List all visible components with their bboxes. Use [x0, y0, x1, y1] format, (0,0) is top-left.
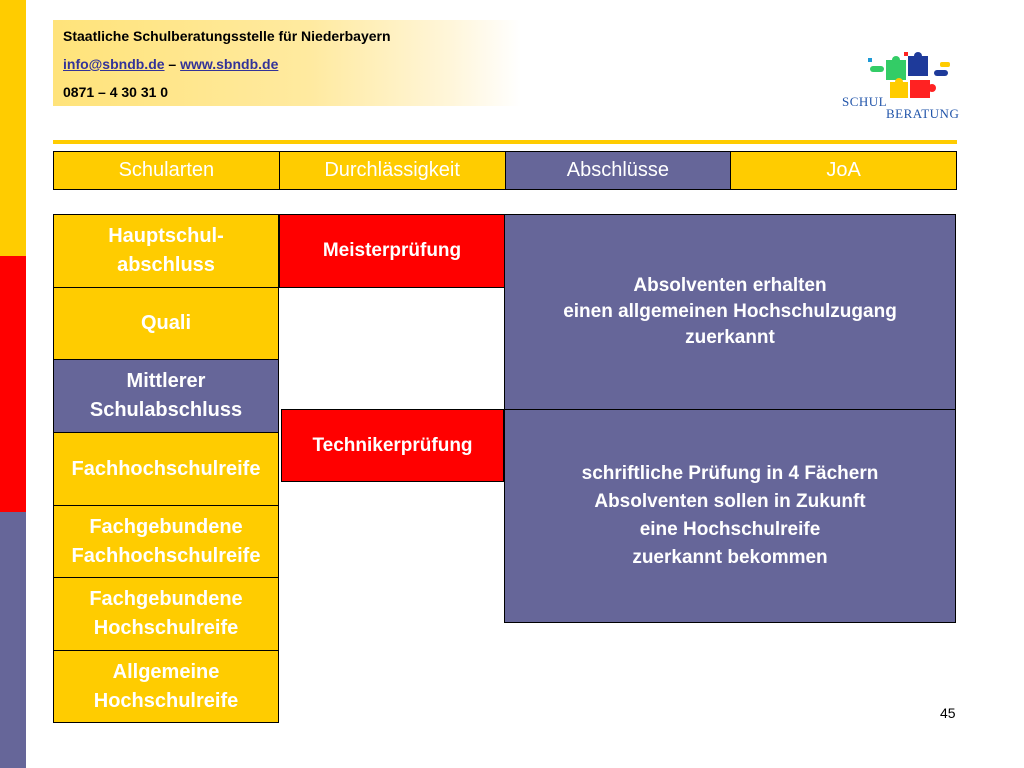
school-type-quali: Quali: [53, 287, 279, 360]
header-divider: [53, 140, 957, 144]
exam-meisterpruefung: Meisterprüfung: [279, 214, 505, 288]
phone-number: 0871 – 4 30 31 0: [63, 84, 169, 100]
tab-durchlaessigkeit[interactable]: Durchlässigkeit: [280, 152, 506, 189]
school-type-fachhochschulreife: Fachhochschulreife: [53, 432, 279, 506]
school-type-mittlerer-schulabschluss: Mittlerer Schulabschluss: [53, 359, 279, 433]
contact-separator: –: [168, 56, 177, 72]
logo-text-beratung: BERATUNG: [886, 106, 960, 121]
email-link[interactable]: info@sbndb.de: [63, 56, 165, 72]
header-box: [53, 20, 521, 106]
logo-text-schul: SCHUL: [842, 94, 888, 109]
contact-line: [63, 56, 278, 72]
side-bar-purple: [0, 512, 26, 768]
tab-joa[interactable]: JoA: [731, 152, 956, 189]
puzzle-logo-icon: [838, 48, 962, 98]
org-name: Staatliche Schulberatungsstelle für Niederbayern: [63, 28, 391, 44]
school-type-fachgebundene-hochschulreife: Fachgebundene Hochschulreife: [53, 577, 279, 651]
tab-abschluesse[interactable]: Abschlüsse: [506, 152, 732, 189]
schulberatung-logo: [838, 48, 962, 124]
school-type-fachgebundene-fachhochschulreife: Fachgebundene Fachhochschulreife: [53, 505, 279, 578]
school-type-allgemeine-hochschulreife: Allgemeine Hochschulreife: [53, 650, 279, 723]
school-type-hauptschulabschluss: Hauptschul- abschluss: [53, 214, 279, 288]
website-link[interactable]: www.sbndb.de: [180, 56, 279, 72]
side-bar-red: [0, 256, 26, 512]
tab-schularten[interactable]: Schularten: [54, 152, 280, 189]
tab-bar: [53, 151, 957, 190]
exam-technikerpruefung: Technikerprüfung: [281, 409, 504, 482]
side-bar-yellow: [0, 0, 26, 256]
info-techniker: schriftliche Prüfung in 4 Fächern Absolventen sollen in Zukunft eine Hochschulreife zuerkannt bekommen: [504, 409, 956, 623]
info-meister: Absolventen erhalten einen allgemeinen Hochschulzugang zuerkannt: [504, 214, 956, 410]
page-number: 45: [940, 705, 956, 721]
